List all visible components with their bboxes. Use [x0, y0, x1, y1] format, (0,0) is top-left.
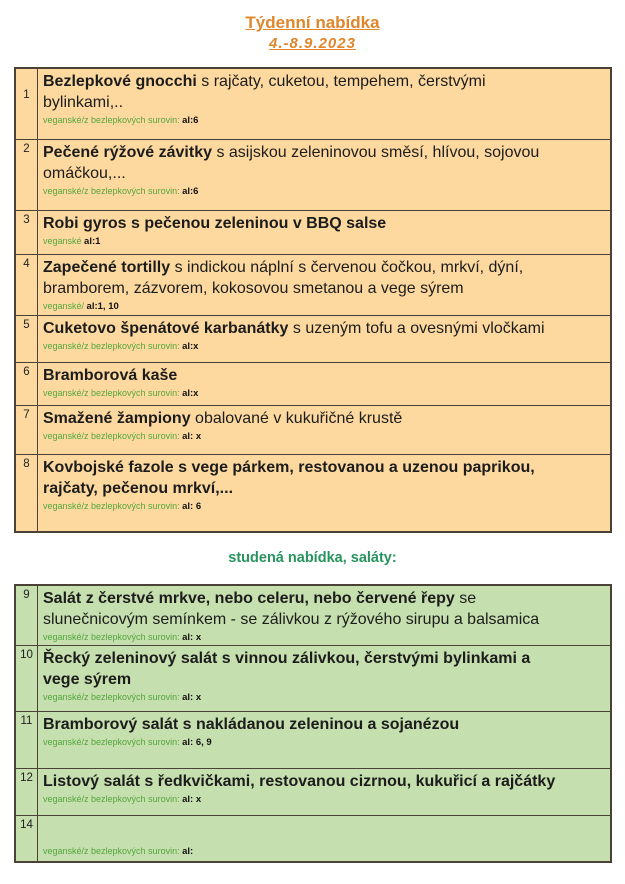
dish-title-rest: s asijskou zeleninovou směsí, hlívou, sojovou omáčkou,... — [43, 144, 540, 182]
row-number: 1 — [16, 69, 38, 139]
dish-title-bold: Bramborový salát s nakládanou zeleninou a sojanézou — [43, 716, 460, 733]
page-title: Týdenní nabídka — [245, 13, 380, 32]
dish-cell — [38, 140, 610, 210]
dish-title-bold: Řecký zeleninový salát s vinnou zálivkou, čerstvými bylinkami a vege sýrem — [43, 650, 531, 688]
dish-title — [43, 71, 568, 113]
allergen-line — [43, 736, 604, 749]
vegan-label: veganské/z bezlepkových surovin: — [43, 794, 180, 804]
allergen-codes: al: x — [182, 431, 202, 442]
row-number: 14 — [16, 816, 38, 861]
dish-title — [43, 648, 568, 690]
vegan-label: veganské/z bezlepkových surovin: — [43, 632, 180, 642]
allergen-line — [43, 235, 604, 248]
cold-menu-table — [14, 584, 612, 863]
row-number: 4 — [16, 255, 38, 315]
dish-cell — [38, 316, 610, 362]
vegan-label: veganské/z bezlepkových surovin: — [43, 431, 180, 441]
dish-title-bold: Pečené rýžové závitky — [43, 144, 212, 161]
cold-menu-heading: studená nabídka, saláty: — [228, 550, 397, 566]
allergen-codes: al:1, 10 — [86, 301, 119, 312]
row-number: 9 — [16, 586, 38, 645]
dish-title — [43, 142, 568, 184]
allergen-line — [43, 793, 604, 806]
dish-title-rest: obalované v kukuřičné krustě — [190, 410, 403, 427]
dish-cell — [38, 211, 610, 254]
row-number: 10 — [16, 646, 38, 711]
allergen-line — [43, 500, 604, 513]
vegan-label: veganské/z bezlepkových surovin: — [43, 846, 180, 856]
menu-row-1 — [16, 69, 610, 139]
allergen-line — [43, 114, 604, 127]
allergen-line — [43, 631, 604, 644]
dish-cell — [38, 406, 610, 454]
dish-title — [43, 714, 568, 735]
menu-row-14 — [16, 815, 610, 861]
dish-title-rest: s indickou náplní s červenou čočkou, mrkví, dýní, bramborem, zázvorem, kokosovou smetanou a vege sýrem — [43, 259, 524, 297]
vegan-label: veganské/z bezlepkových surovin: — [43, 186, 180, 196]
dish-title — [43, 408, 568, 429]
dish-cell — [38, 712, 610, 768]
row-number: 11 — [16, 712, 38, 768]
allergen-codes: al:6 — [182, 115, 199, 126]
menu-row-8 — [16, 454, 610, 531]
menu-row-12 — [16, 768, 610, 815]
row-number: 2 — [16, 140, 38, 210]
allergen-codes: al: — [182, 846, 194, 857]
vegan-label: veganské/z bezlepkových surovin: — [43, 341, 180, 351]
allergen-line — [43, 430, 604, 443]
vegan-label: veganské/z bezlepkových surovin: — [43, 388, 180, 398]
vegan-label: veganské — [43, 236, 82, 246]
dish-cell — [38, 255, 610, 315]
dish-cell — [38, 69, 610, 139]
dish-title — [43, 588, 568, 630]
menu-row-3 — [16, 210, 610, 254]
allergen-line — [43, 300, 604, 313]
dish-title-bold: Bezlepkové gnocchi — [43, 73, 197, 90]
menu-row-10 — [16, 645, 610, 711]
dish-cell — [38, 363, 610, 405]
menu-row-2 — [16, 139, 610, 210]
allergen-line — [43, 691, 604, 704]
menu-row-4 — [16, 254, 610, 315]
dish-title-bold: Bramborová kaše — [43, 367, 178, 384]
dish-title-bold: Kovbojské fazole s vege párkem, restovanou a uzenou paprikou, rajčaty, pečenou mrkví,... — [43, 459, 535, 497]
dish-title — [43, 771, 604, 792]
allergen-codes: al:x — [182, 341, 199, 352]
allergen-codes: al: 6, 9 — [182, 737, 212, 748]
vegan-label: veganské/z bezlepkových surovin: — [43, 737, 180, 747]
allergen-codes: al: x — [182, 632, 202, 643]
dish-cell — [38, 646, 610, 711]
dish-title-rest: se slunečnicovým semínkem - se zálivkou z rýžového sirupu a balsamica — [43, 590, 540, 628]
dish-title — [43, 457, 568, 499]
menu-row-5 — [16, 315, 610, 362]
dish-cell — [38, 586, 610, 645]
vegan-label: veganské/z bezlepkových surovin: — [43, 115, 180, 125]
dish-title — [43, 365, 568, 386]
allergen-line — [43, 387, 604, 400]
menu-row-9 — [16, 586, 610, 645]
dish-cell — [38, 769, 610, 815]
dish-title-bold: Zapečené tortilly — [43, 259, 171, 276]
dish-title-bold: Smažené žampiony — [43, 410, 191, 427]
allergen-line — [43, 185, 604, 198]
dish-title-bold: Listový salát s ředkvičkami, restovanou cizrnou, kukuřicí a rajčátky — [43, 773, 556, 790]
allergen-codes: al: x — [182, 794, 202, 805]
dish-title-rest: s rajčaty, cuketou, tempehem, čerstvými bylinkami,.. — [43, 73, 486, 111]
row-number: 7 — [16, 406, 38, 454]
allergen-codes: al:x — [182, 388, 199, 399]
row-number: 6 — [16, 363, 38, 405]
dish-cell — [38, 455, 610, 531]
dish-title-bold: Salát z čerstvé mrkve, nebo celeru, nebo červené řepy — [43, 590, 455, 607]
dish-title — [43, 213, 568, 234]
allergen-codes: al:6 — [182, 186, 199, 197]
dish-title-rest: s uzeným tofu a ovesnými vločkami — [288, 320, 545, 337]
allergen-codes: al: 6 — [182, 501, 202, 512]
dish-title-bold: Cuketovo špenátové karbanátky — [43, 320, 289, 337]
allergen-codes: al: x — [182, 692, 202, 703]
row-number: 5 — [16, 316, 38, 362]
allergen-line — [43, 340, 604, 353]
vegan-label: veganské/z bezlepkových surovin: — [43, 692, 180, 702]
dish-cell — [38, 816, 610, 861]
dish-title — [43, 318, 568, 339]
allergen-line — [43, 845, 604, 858]
row-number: 3 — [16, 211, 38, 254]
dish-title — [43, 257, 568, 299]
row-number: 12 — [16, 769, 38, 815]
hot-menu-table — [14, 67, 612, 533]
dish-title-bold: Robi gyros s pečenou zeleninou v BBQ salse — [43, 215, 387, 232]
vegan-label: veganské/ — [43, 301, 85, 311]
date-range: 4.-8.9.2023 — [269, 35, 356, 52]
menu-row-11 — [16, 711, 610, 768]
menu-row-6 — [16, 362, 610, 405]
allergen-codes: al:1 — [84, 236, 101, 247]
menu-row-7 — [16, 405, 610, 454]
row-number: 8 — [16, 455, 38, 531]
vegan-label: veganské/z bezlepkových surovin: — [43, 501, 180, 511]
